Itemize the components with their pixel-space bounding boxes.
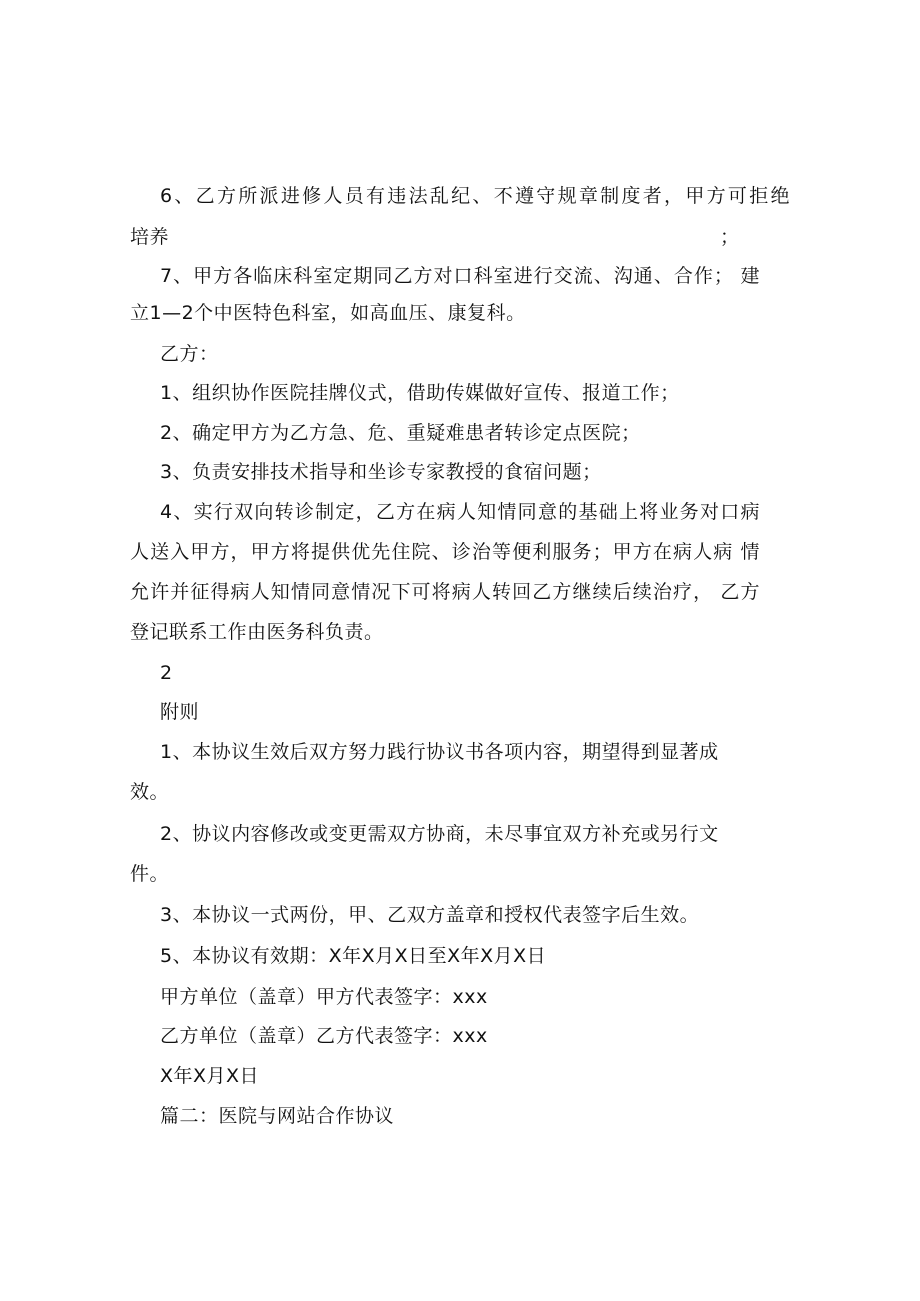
party-b-item-4-line-3: 允许并征得病人知情同意情况下可将病人转回乙方继续后续治疗， 乙方 bbox=[130, 581, 760, 603]
clause-6-line-2-end: ； bbox=[720, 226, 740, 248]
appendix-item-2-line-1: 2、协议内容修改或变更需双方协商，未尽事宜双方补充或另行文 bbox=[160, 823, 719, 845]
clause-6-line-2: 培养 bbox=[130, 226, 170, 248]
party-b-item-4-line-4: 登记联系工作由医务科负责。 bbox=[130, 621, 384, 643]
clause-7-line-1: 7、甲方各临床科室定期同乙方对口科室进行交流、沟通、合作； 建 bbox=[160, 265, 760, 287]
party-b-item-4-line-1: 4、实行双向转诊制定，乙方在病人知情同意的基础上将业务对口病 bbox=[160, 501, 760, 523]
appendix-item-1-line-2: 效。 bbox=[130, 781, 170, 803]
page-number: 2 bbox=[160, 662, 173, 684]
party-a-signature: 甲方单位（盖章）甲方代表签字：xxx bbox=[160, 986, 488, 1008]
clause-6-line-1: 6、乙方所派进修人员有违法乱纪、不遵守规章制度者，甲方可拒绝 bbox=[160, 185, 790, 207]
party-b-item-2: 2、确定甲方为乙方急、危、重疑难患者转诊定点医院； bbox=[160, 422, 641, 444]
party-b-item-1: 1、组织协作医院挂牌仪式，借助传媒做好宣传、报道工作； bbox=[160, 382, 680, 404]
appendix-item-3: 3、本协议一式两份，甲、乙双方盖章和授权代表签字后生效。 bbox=[160, 904, 700, 926]
appendix-heading: 附则 bbox=[160, 701, 200, 723]
party-b-item-3: 3、负责安排技术指导和坐诊专家教授的食宿问题； bbox=[160, 461, 602, 483]
party-b-item-4-line-2: 人送入甲方，甲方将提供优先住院、诊治等便利服务；甲方在病人病 情 bbox=[130, 541, 760, 563]
party-b-heading: 乙方： bbox=[160, 343, 219, 365]
appendix-item-5: 5、本协议有效期：X年X月X日至X年X月X日 bbox=[160, 945, 547, 967]
clause-7-line-2: 立1—2个中医特色科室，如高血压、康复科。 bbox=[130, 302, 526, 324]
party-b-signature: 乙方单位（盖章）乙方代表签字：xxx bbox=[160, 1025, 488, 1047]
appendix-item-1-line-1: 1、本协议生效后双方努力践行协议书各项内容，期望得到显著成 bbox=[160, 741, 719, 763]
appendix-item-2-line-2: 件。 bbox=[130, 863, 170, 885]
signing-date: X年X月X日 bbox=[160, 1065, 260, 1087]
next-article-title: 篇二：医院与网站合作协议 bbox=[160, 1105, 395, 1127]
